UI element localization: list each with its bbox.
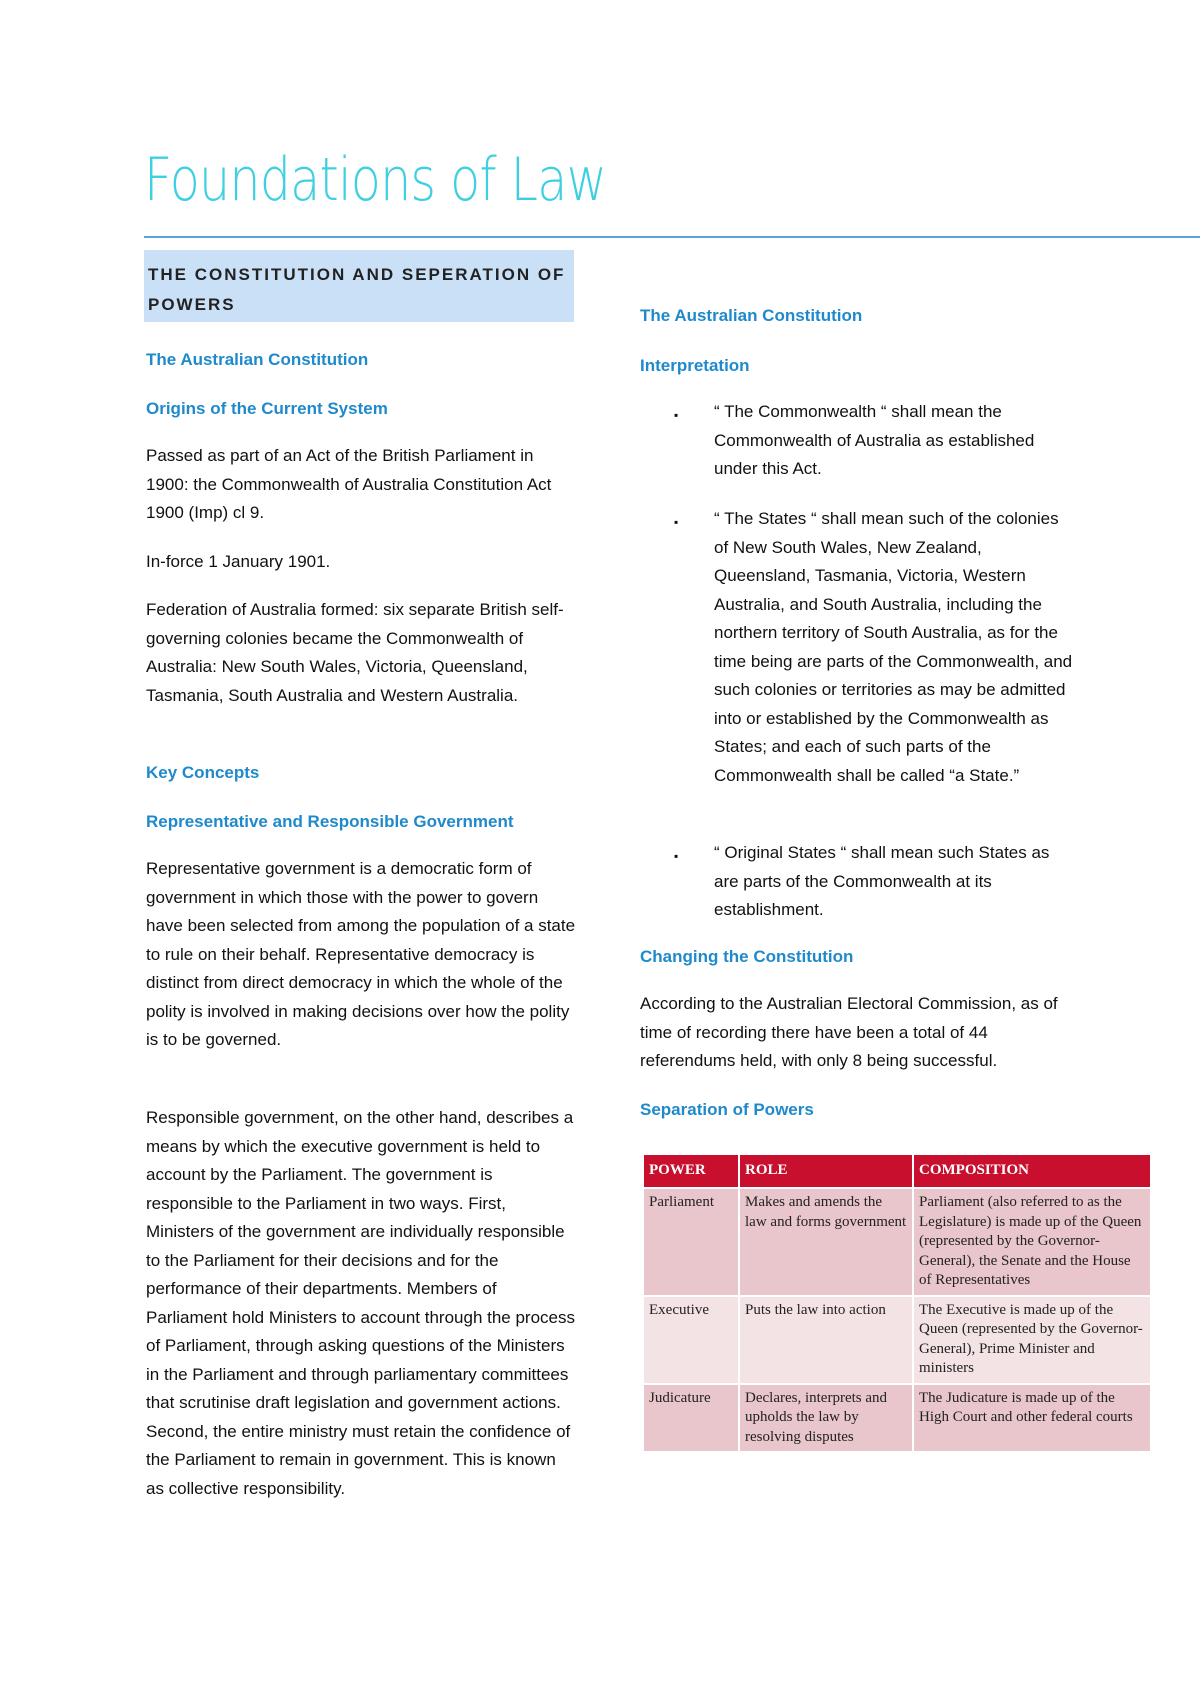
heading-separation-of-powers: Separation of Powers	[640, 1100, 814, 1119]
heading-representative-government: Representative and Responsible Government	[146, 812, 514, 831]
bullet-icon: ▪	[674, 408, 679, 422]
table-cell: Parliament	[644, 1188, 739, 1296]
table-cell: The Judicature is made up of the High Court and other federal courts	[913, 1384, 1151, 1452]
paragraph-responsible: Responsible government, on the other hand, describes a means by which the executive government is held to account by the Parliament. The government is responsible to the Parliament in two ways. First, Ministers of the government are individually responsible to the Parliament for their decisions and for the performance of their departments. Members of Parliament hold Ministers to account through the process of Parliament, through asking questions of the Ministers in the Parliament and through parliamentary committees that scrutinise draft legislation and government actions. Second, the entire ministry must retain the confidence of the Parliament to remain in government. This is known as collective responsibility.	[146, 1108, 576, 1498]
bullet-icon: ▪	[674, 849, 679, 863]
table-cell: Makes and amends the law and forms government	[739, 1188, 913, 1296]
table-row	[644, 1384, 1151, 1452]
bullet-item-original-states: “ Original States “ shall mean such States as are parts of the Commonwealth at its establishment.	[714, 843, 1050, 919]
title-divider	[144, 236, 1200, 238]
column-header: POWER	[644, 1155, 739, 1188]
paragraph-federation: Federation of Australia formed: six separate British self-governing colonies became the Commonwealth of Australia: New South Wales, Victoria, Queensland, Tasmania, South Australia and Western Australia.	[146, 600, 564, 705]
bullet-icon: ▪	[674, 515, 679, 529]
table-row	[644, 1188, 1151, 1296]
paragraph-inforce: In-force 1 January 1901.	[146, 552, 331, 571]
bullet-item-commonwealth: “ The Commonwealth “ shall mean the Commonwealth of Australia as established under this Act.	[714, 402, 1035, 478]
heading-key-concepts: Key Concepts	[146, 763, 260, 782]
table-cell: Judicature	[644, 1384, 739, 1452]
paragraph-passed: Passed as part of an Act of the British Parliament in 1900: the Commonwealth of Australia Constitution Act 1900 (Imp) cl 9.	[146, 446, 552, 522]
table-row	[644, 1296, 1151, 1384]
heading-australian-constitution: The Australian Constitution	[146, 350, 369, 369]
heading-origins: Origins of the Current System	[146, 399, 388, 418]
document-title: Foundations of Law	[144, 145, 607, 215]
table-cell: Declares, interprets and upholds the law by resolving disputes	[739, 1384, 913, 1452]
section-heading: THE CONSTITUTION AND SEPERATION OF POWERS	[148, 265, 566, 314]
bullet-item-states: “ The States “ shall mean such of the colonies of New South Wales, New Zealand, Queensland, Tasmania, Victoria, Western Australia, and South Australia, including the northern territory of South Australia, as for the time being are parts of the Commonwealth, and such colonies or territories as may be admitted into or established by the Commonwealth as States; and each of such parts of the Commonwealth shall be called “a State.”	[714, 509, 1073, 785]
section-heading-box	[144, 250, 574, 322]
heading-changing-constitution: Changing the Constitution	[640, 947, 854, 966]
column-header: ROLE	[739, 1155, 913, 1188]
table-cell: Puts the law into action	[739, 1296, 913, 1384]
column-header: COMPOSITION	[913, 1155, 1151, 1188]
heading-australian-constitution-right: The Australian Constitution	[640, 306, 863, 325]
separation-of-powers-table	[644, 1155, 1152, 1451]
heading-interpretation: Interpretation	[640, 356, 750, 375]
paragraph-changing: According to the Australian Electoral Commission, as of time of recording there have been a total of 44 referendums held, with only 8 being successful.	[640, 994, 1058, 1070]
paragraph-representative: Representative government is a democratic form of government in which those with the power to govern have been selected from among the population of a state to rule on their behalf. Representative democracy is distinct from direct democracy in which the whole of the polity is involved in making decisions over how the polity is to be governed.	[146, 859, 576, 1049]
table-header-row	[644, 1155, 1151, 1188]
table-cell: The Executive is made up of the Queen (represented by the Governor-General), Prime Minister and ministers	[913, 1296, 1151, 1384]
table-cell: Executive	[644, 1296, 739, 1384]
table-cell: Parliament (also referred to as the Legislature) is made up of the Queen (represented by the Governor-General), the Senate and the House of Representatives	[913, 1188, 1151, 1296]
